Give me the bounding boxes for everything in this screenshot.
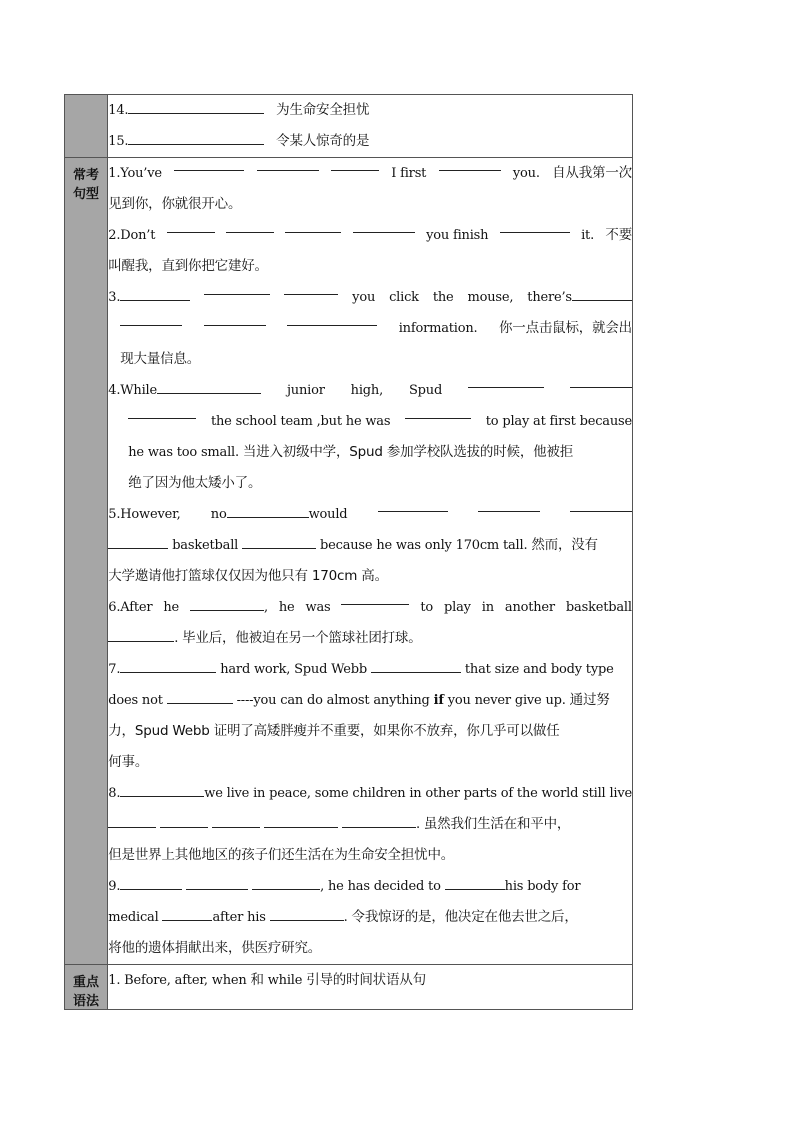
sentence-4-line-2 [108,406,632,437]
sentence-text: mouse, [467,290,514,305]
phrases-content [108,95,633,158]
sentence-4-line-3 [108,437,632,468]
answer-blank[interactable] [128,132,264,145]
sentence-6-line-1 [108,592,632,623]
chinese-text: 令某人惊奇的是 [276,133,370,149]
answer-blank[interactable] [186,877,248,890]
sentence-text: no [210,507,227,522]
answer-blank[interactable] [500,220,570,233]
sentence-text: I first [391,166,427,181]
sentence-text: he [163,600,179,615]
sentence-text: junior [286,383,325,398]
chinese-text: 当进入初级中学，Spud 参加学校队选拔的时候，他被拒 [242,444,574,460]
sentence-text: the school team ,but he was [210,414,391,429]
answer-blank[interactable] [252,877,320,890]
answer-blank[interactable] [167,220,215,233]
answer-blank[interactable] [405,406,471,419]
sentence-9-line-3 [108,933,632,964]
sentence-text: high, [350,383,384,398]
sentence-text: 9. [108,879,121,894]
answer-blank[interactable] [120,313,182,326]
sentence-6-line-2 [108,623,632,654]
sentence-text: 4.While [108,383,157,398]
sentence-text: because he was only 170cm tall. [320,538,528,553]
answer-blank[interactable] [342,815,416,828]
sentence-3-line-1 [108,282,632,313]
sentence-text: 8. [108,786,121,801]
chinese-text: 为生命安全担忧 [276,102,370,118]
answer-blank[interactable] [287,313,377,326]
sentence-5-line-3 [108,561,632,592]
sentence-2-line-2 [108,251,632,282]
sentence-text: basketball [565,600,632,615]
grammar-label-cell [65,965,108,1010]
sentence-text: in [481,600,494,615]
chinese-text: 何事。 [108,754,149,770]
sentence-text: his body for [504,879,581,894]
sentence-text: he was too small. [128,445,239,460]
answer-blank[interactable] [157,381,261,394]
chinese-text: 令我惊讶的是，他决定在他去世之后， [351,909,578,925]
sentence-text: 1.You’ve [108,166,162,181]
sentence-text: . [174,631,179,646]
answer-blank[interactable] [167,691,233,704]
answer-blank[interactable] [478,499,540,512]
answer-blank[interactable] [284,282,338,295]
sentence-text: 5.However, [108,507,181,522]
answer-blank[interactable] [128,101,264,114]
answer-blank[interactable] [204,282,270,295]
phrase-item-15 [108,126,632,157]
answer-blank[interactable] [371,660,461,673]
sentence-4-line-4 [108,468,632,499]
sentence-text: we live in peace, some children in other parts of the world still live [204,786,632,801]
answer-blank[interactable] [285,220,341,233]
sentence-text: he [278,600,295,615]
sentence-text: the [432,290,454,305]
answer-blank[interactable] [120,877,182,890]
sentence-9-line-2 [108,902,632,933]
study-table [64,94,633,1010]
sentence-7-line-3 [108,716,632,747]
chinese-text: 虽然我们生活在和平中， [423,816,571,832]
chinese-text: 不要 [605,227,632,243]
answer-blank[interactable] [341,592,409,605]
sentence-1-line-1 [108,158,632,189]
sentence-text: another [504,600,555,615]
sentence-4-line-1 [108,375,632,406]
chinese-text: 但是世界上其他地区的孩子们还生活在为生命安全担忧中。 [108,847,455,863]
sentence-text: you finish [426,228,489,243]
sentence-3-line-2 [108,313,632,344]
sentence-text: you [352,290,376,305]
chinese-text: 通过努 [569,692,610,708]
grammar-content [108,965,633,1010]
answer-blank[interactable] [353,220,415,233]
sentence-5-line-2 [108,530,632,561]
sentence-text: basketball [172,538,239,553]
sentence-1-line-2 [108,189,632,220]
grammar-text: while [267,973,303,988]
chinese-text: 绝了因为他太矮小了。 [128,475,262,491]
sentence-text: 3. [108,290,121,305]
sentence-text: was [305,600,331,615]
item-number: 14. [108,103,129,118]
answer-blank[interactable] [108,536,168,549]
answer-blank[interactable] [439,158,501,171]
answer-blank[interactable] [108,629,174,642]
chinese-text: 力，Spud Webb 证明了高矮胖瘦并不重要，如果你不放弃，你几乎可以做任 [108,723,560,739]
sentence-7-line-1 [108,654,632,685]
answer-blank[interactable] [570,375,632,388]
answer-blank[interactable] [120,288,190,301]
grammar-row [65,965,633,1010]
answer-blank[interactable] [160,815,208,828]
phrases-row [65,95,633,158]
answer-blank[interactable] [378,499,448,512]
sentence-2-line-1 [108,220,632,251]
grammar-item-1 [108,965,632,996]
sentence-text: ----you can do almost anything [236,693,430,708]
sentence-text: information. [398,321,478,336]
answer-blank[interactable] [108,815,156,828]
sentence-text: medical [108,910,159,925]
sentence-text: 6.After [108,600,153,615]
sentence-8-line-1 [108,778,632,809]
answer-blank[interactable] [570,499,632,512]
chinese-text: 大学邀请他打篮球仅仅因为他只有 170cm 高。 [108,568,388,584]
answer-blank[interactable] [257,158,319,171]
sentence-text: play [444,600,471,615]
chinese-text: 将他的遗体捐献出来，供医疗研究。 [108,940,322,956]
chinese-text: 和 [250,972,264,988]
sentence-text: click [389,290,419,305]
sentences-row [65,158,633,965]
phrase-item-14 [108,95,632,126]
chinese-text: 叫醒我，直到你把它建好。 [108,258,268,274]
sentence-text: 7. [108,662,121,677]
sentence-9-line-1 [108,871,632,902]
chinese-text: 现大量信息。 [120,351,201,367]
answer-blank[interactable] [120,784,204,797]
phrases-label-cell [65,95,108,158]
answer-blank[interactable] [120,660,216,673]
sentence-8-line-2 [108,809,632,840]
answer-blank[interactable] [227,505,309,518]
chinese-text: 你一点击鼠标，就会出 [498,320,632,336]
sentence-text: does not [108,693,163,708]
sentence-text: hard work, Spud Webb [220,662,367,677]
answer-blank[interactable] [128,406,196,419]
sentences-label-cell [65,158,108,965]
section-label: 重点语法 [73,975,100,1009]
sentence-text: Spud [408,383,443,398]
item-number: 15. [108,134,129,149]
sentence-text: there’s [527,290,572,305]
sentence-text: to [420,600,434,615]
chinese-text: 自从我第一次 [552,165,632,181]
grammar-text: 1. Before, after, when [108,973,247,988]
sentence-8-line-3 [108,840,632,871]
sentence-text: it. [581,228,595,243]
answer-blank[interactable] [226,220,274,233]
sentence-text-bold: if [433,693,444,708]
sentence-text: to play at first because [485,414,632,429]
sentence-text: that size and body type [464,662,614,677]
sentence-text: , he has decided to [320,879,441,894]
chinese-text: 见到你，你就很开心。 [108,196,242,212]
answer-blank[interactable] [468,375,544,388]
sentence-7-line-2 [108,685,632,716]
answer-blank[interactable] [162,908,212,921]
chinese-text: 引导的时间状语从句 [306,972,426,988]
sentence-text: would [308,507,348,522]
sentence-text: you. [512,166,540,181]
sentence-text: , [263,600,268,615]
sentence-text: . [416,817,420,832]
sentence-text: after his [212,910,266,925]
answer-blank[interactable] [212,815,260,828]
answer-blank[interactable] [331,158,379,171]
chinese-text: 毕业后，他被迫在另一个篮球社团打球。 [182,630,422,646]
answer-blank[interactable] [174,158,244,171]
sentence-text: you never give up. [447,693,566,708]
answer-blank[interactable] [190,598,264,611]
sentences-content [108,158,633,965]
chinese-text: 然而，没有 [531,537,598,553]
answer-blank[interactable] [445,877,505,890]
answer-blank[interactable] [572,288,632,301]
sentence-3-line-3 [108,344,632,375]
answer-blank[interactable] [242,536,316,549]
sentence-5-line-1 [108,499,632,530]
section-label: 常考句型 [73,168,100,202]
sentence-text: 2.Don’t [108,228,156,243]
sentence-text: . [343,910,348,925]
answer-blank[interactable] [270,908,344,921]
answer-blank[interactable] [264,815,338,828]
sentence-7-line-4 [108,747,632,778]
answer-blank[interactable] [204,313,266,326]
